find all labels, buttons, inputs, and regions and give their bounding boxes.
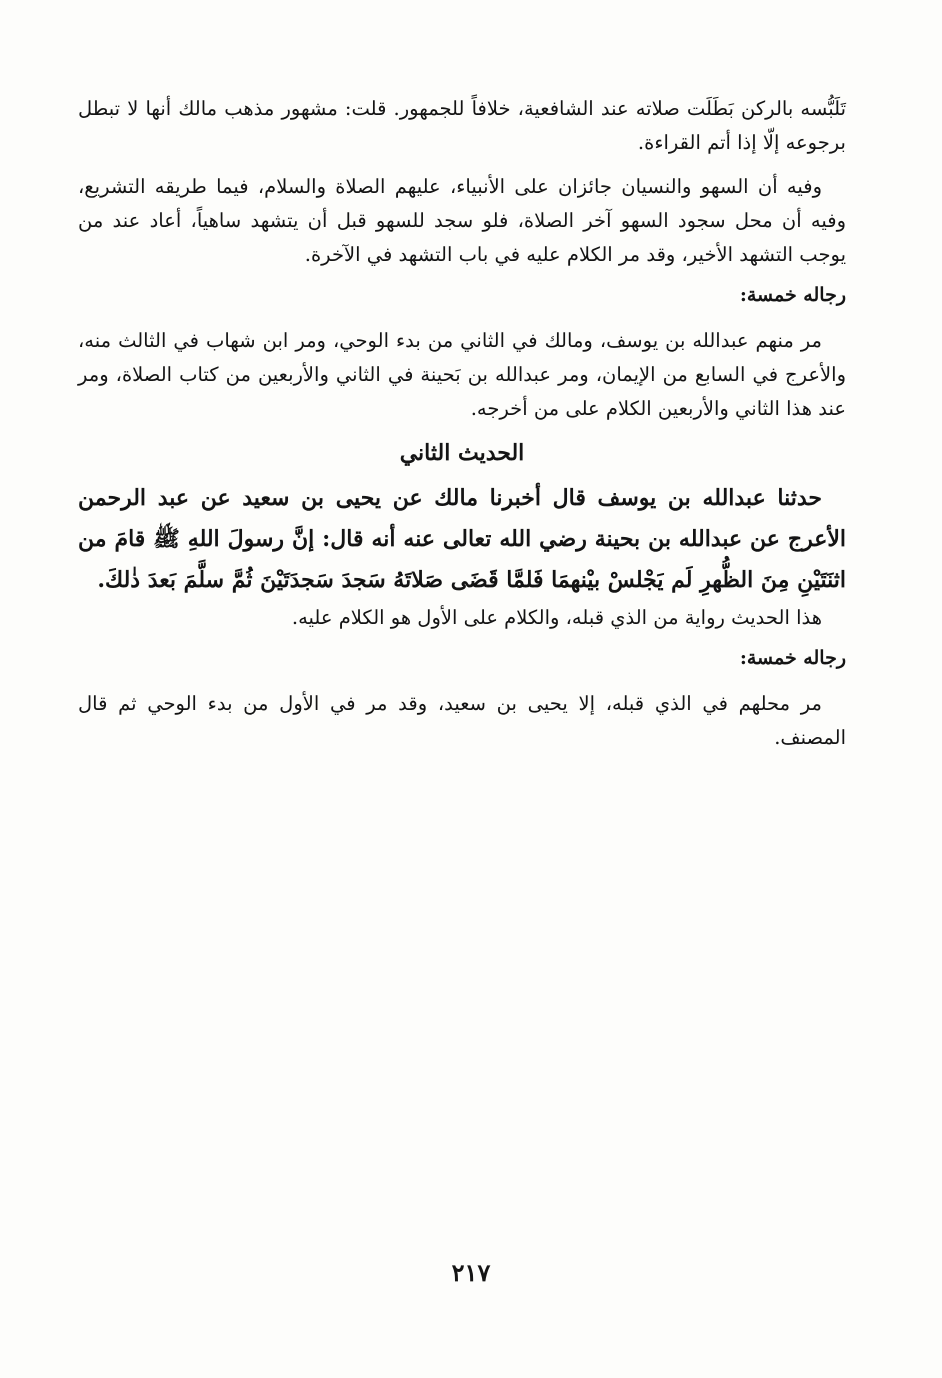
page-number: ٢١٧ (451, 1258, 491, 1287)
paragraph-rijal-second: مر محلهم في الذي قبله، إلا يحيى بن سعيد، وقد مر في الأول من بدء الوحي ثم قال المصنف. (78, 692, 846, 749)
paragraph-hadith-note: هذا الحديث رواية من الذي قبله، والكلام على الأول هو الكلام عليه. (291, 606, 822, 629)
paragraph-sahw-nisyan: وفيه أن السهو والنسيان جائزان على الأنبياء، عليهم الصلاة والسلام، فيما طريقه التشريع، وفيه أن محل سجود السهو آخر الصلاة، فلو سجد للسهو قبل أن يتشهد ساهياً، أعاد عند من يوجب التشهد الأخير، وقد مر الكلام عليه في باب التشهد في الآخرة. (78, 175, 846, 266)
rijal-heading-first: رجاله خمسة: (739, 284, 846, 306)
section-title-hadith-two: الحديث الثاني (399, 440, 525, 466)
hadith-text: حدثنا عبدالله بن يوسف قال أخبرنا مالك عن يحيى بن سعيد عن عبد الرحمن الأعرج عن عبدالله بن بحينة رضي الله تعالى عنه أنه قال: إنَّ رسولَ اللهِ ﷺ قامَ من اثنَتَيْنِ مِنَ الظُّهرِ لَم يَجْلسْ بيْنهمَا فَلمَّا قَضَى صَلاتَهُ سَجدَ سَجدَتَيْنَ ثُمَّ سلَّمَ بَعدَ ذٰلكَ. (78, 485, 846, 593)
rijal-heading-second: رجاله خمسة: (739, 647, 846, 669)
paragraph-rijal-first: مر منهم عبدالله بن يوسف، ومالك في الثاني من بدء الوحي، ومر ابن شهاب في الثالث منه، والأعرج في السابع من الإيمان، ومر عبدالله بن بَحينة في الثاني والأربعين من كتاب الصلاة، ومر عند هذا الثاني والأربعين الكلام على من أخرجه. (78, 329, 846, 420)
paragraph-continuation: تَلَبُّسه بالركن بَطَلَت صلاته عند الشافعية، خلافاً للجمهور. قلت: مشهور مذهب مالك أنها لا تبطل برجوعه إلّا إذا أتم القراءة. (78, 97, 846, 154)
page-body (78, 92, 846, 755)
